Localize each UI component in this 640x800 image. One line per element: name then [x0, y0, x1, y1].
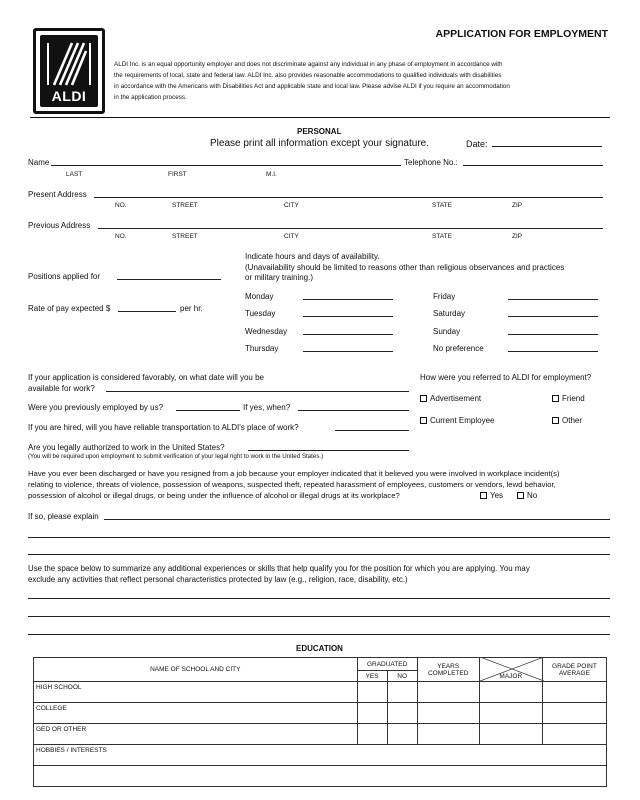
discharged-no[interactable] — [517, 491, 537, 500]
day-friday: Friday — [433, 292, 456, 301]
day-wednesday: Wednesday — [245, 327, 288, 336]
eeo-line-2: the requirements of local, state and federal law. ALDI Inc. also provides reasonable accommodations to qualified individuals with disabilities — [114, 72, 502, 79]
summary-field-3[interactable] — [28, 634, 610, 635]
referral-current-employee[interactable] — [420, 416, 494, 425]
previous-part-state: STATE — [432, 233, 452, 240]
col-gpa-label-1: GRADE POINT — [552, 662, 597, 670]
row-label-high-school: HIGH SCHOOL — [34, 682, 358, 703]
personal-heading: PERSONAL — [297, 127, 342, 136]
summary-line-1: Use the space below to summarize any additional experiences or skills that help qualify you for the position for which you are applying. You may — [28, 564, 530, 573]
date-label: Date: — [466, 139, 488, 149]
cell[interactable] — [417, 703, 479, 724]
summary-field-2[interactable] — [28, 616, 610, 617]
date-field[interactable] — [492, 146, 602, 147]
rate-field[interactable] — [118, 311, 176, 312]
rate-suffix: per hr. — [180, 304, 203, 313]
present-address-field[interactable] — [94, 197, 603, 198]
referral-other-label: Other — [562, 416, 583, 425]
present-part-zip: ZIP — [512, 202, 523, 209]
col-years-header — [417, 658, 479, 682]
availability-line-1: Indicate hours and days of availability. — [245, 252, 380, 261]
checkbox-icon — [480, 492, 487, 499]
name-part-mi: M.I. — [266, 171, 277, 178]
explain-field-1[interactable] — [104, 519, 610, 520]
authorized-field[interactable] — [248, 450, 409, 451]
availability-line-2: (Unavailability should be limited to reasons other than religious observances and practices — [245, 263, 565, 272]
previously-employed-label: Were you previously employed by us? — [28, 403, 164, 412]
referral-friend-label: Friend — [562, 394, 585, 403]
col-years-label-1: YEARS — [437, 662, 460, 670]
if-yes-when-label: If yes, when? — [243, 403, 291, 412]
explain-field-3[interactable] — [28, 554, 610, 555]
previous-part-zip: ZIP — [512, 233, 523, 240]
row-label-hobbies[interactable]: HOBBIES / INTERESTS — [34, 745, 607, 766]
present-address-label: Present Address — [28, 190, 87, 199]
name-label: Name — [28, 158, 50, 167]
table-row — [34, 745, 607, 766]
discharged-line-3: possession of alcohol or illegal drugs, or being under the influence of alcohol or illegal drugs at its workplace? — [28, 491, 400, 500]
summary-line-2: exclude any activities that reflect personal characteristics protected by law (e.g., religion, race, disability, etc.) — [28, 575, 408, 584]
referral-advertisement-label: Advertisement — [430, 394, 482, 403]
referral-other[interactable] — [552, 416, 582, 425]
header-divider — [30, 117, 610, 118]
start-date-line-2: available for work? — [28, 384, 95, 393]
previous-part-no: NO. — [115, 233, 127, 240]
authorized-label: Are you legally authorized to work in the United States? — [28, 443, 225, 452]
day-sunday: Sunday — [433, 327, 461, 336]
discharged-yes-label: Yes — [490, 491, 504, 500]
day-thursday: Thursday — [245, 344, 279, 353]
table-row — [34, 766, 607, 787]
authorized-note: (You will be required upon employment to submit verification of your legal right to work in the United States.) — [28, 453, 324, 460]
previous-part-street: STREET — [172, 233, 198, 240]
cell[interactable] — [479, 724, 542, 745]
checkbox-icon — [552, 395, 559, 402]
friday-field[interactable] — [508, 299, 598, 300]
cell[interactable] — [387, 703, 417, 724]
telephone-label: Telephone No.: — [404, 158, 458, 167]
previously-employed-field[interactable] — [176, 410, 240, 411]
no-preference-field[interactable] — [508, 351, 598, 352]
name-part-last: LAST — [66, 171, 83, 178]
cell[interactable] — [357, 703, 387, 724]
cell[interactable] — [357, 724, 387, 745]
referral-advertisement[interactable] — [420, 394, 481, 403]
discharged-line-1: Have you ever been discharged or have you resigned from a job because your employer indicated that it believed you were involved in workplace incident(s) — [28, 469, 560, 478]
telephone-field[interactable] — [463, 165, 603, 166]
cell[interactable] — [357, 682, 387, 703]
wednesday-field[interactable] — [303, 334, 393, 335]
cell[interactable] — [479, 682, 542, 703]
day-monday: Monday — [245, 292, 274, 301]
referral-current-employee-label: Current Employee — [430, 416, 495, 425]
start-date-field[interactable] — [106, 391, 409, 392]
present-part-street: STREET — [172, 202, 198, 209]
explain-field-2[interactable] — [28, 537, 610, 538]
row-label-ged: GED OR OTHER — [34, 724, 358, 745]
cell[interactable] — [417, 682, 479, 703]
cell[interactable] — [387, 724, 417, 745]
sunday-field[interactable] — [508, 334, 598, 335]
rate-label: Rate of pay expected $ — [28, 304, 111, 313]
hobbies-field[interactable] — [34, 766, 607, 787]
availability-line-3: or military training.) — [245, 273, 314, 282]
checkbox-icon — [420, 417, 427, 424]
table-row — [34, 703, 607, 724]
positions-label: Positions applied for — [28, 272, 101, 281]
if-yes-when-field[interactable] — [298, 410, 409, 411]
cell[interactable] — [387, 682, 417, 703]
col-no-header: NO — [387, 671, 417, 682]
name-part-first: FIRST — [168, 171, 187, 178]
major-header-cross — [480, 657, 544, 681]
present-part-state: STATE — [432, 202, 452, 209]
day-no-preference: No preference — [433, 344, 484, 353]
present-part-city: CITY — [284, 202, 299, 209]
eeo-line-3: in accordance with the Americans with Disabilities Act and applicable state and local law. Please advise ALDI if you require an accommodation — [114, 83, 510, 90]
previous-part-city: CITY — [284, 233, 299, 240]
eeo-line-4: in the application process. — [114, 94, 187, 101]
cell[interactable] — [479, 703, 542, 724]
col-gpa-label-2: AVERAGE — [558, 669, 590, 677]
transportation-label: If you are hired, will you have reliable transportation to ALDI's place of work? — [28, 423, 299, 432]
name-field[interactable] — [51, 165, 401, 166]
aldi-logo — [33, 28, 105, 114]
form-title: APPLICATION FOR EMPLOYMENT — [435, 28, 608, 40]
cell[interactable] — [417, 724, 479, 745]
saturday-field[interactable] — [508, 316, 598, 317]
explain-label: If so, please explain — [28, 512, 99, 521]
previous-address-field[interactable] — [98, 228, 603, 229]
discharged-line-2: relating to violence, threats of violence, possession of weapons, suspected theft, repeated harassment of employees, customers or vendors, lewd behavior, — [28, 480, 556, 489]
table-row — [34, 724, 607, 745]
summary-field-1[interactable] — [28, 598, 610, 599]
referral-friend[interactable] — [552, 394, 585, 403]
discharged-yes[interactable] — [480, 491, 503, 500]
checkbox-icon — [552, 417, 559, 424]
thursday-field[interactable] — [303, 351, 393, 352]
previous-address-label: Previous Address — [28, 221, 91, 230]
monday-field[interactable] — [303, 299, 393, 300]
discharged-no-label: No — [527, 491, 538, 500]
checkbox-icon — [420, 395, 427, 402]
cell[interactable] — [542, 724, 606, 745]
eeo-line-1: ALDI Inc. is an equal opportunity employer and does not discriminate against any individual in any phase of employment in accordance with — [114, 61, 503, 68]
positions-field[interactable] — [117, 279, 221, 280]
tuesday-field[interactable] — [303, 316, 393, 317]
row-label-college: COLLEGE — [34, 703, 358, 724]
transportation-field[interactable] — [335, 430, 409, 431]
table-row — [34, 682, 607, 703]
day-saturday: Saturday — [433, 309, 466, 318]
logo-text: ALDI — [51, 88, 87, 104]
present-part-no: NO. — [115, 202, 127, 209]
col-school-header: NAME OF SCHOOL AND CITY — [34, 658, 358, 682]
col-graduated-header: GRADUATED — [357, 658, 417, 671]
referred-label: How were you referred to ALDI for employment? — [420, 373, 592, 382]
col-gpa-header — [542, 658, 606, 682]
checkbox-icon — [517, 492, 524, 499]
day-tuesday: Tuesday — [245, 309, 276, 318]
education-heading: EDUCATION — [296, 644, 343, 653]
cell[interactable] — [542, 682, 606, 703]
col-major-header: MAJOR — [479, 658, 542, 682]
print-instruction: Please print all information except your signature. — [210, 138, 430, 149]
col-years-label-2: COMPLETED — [427, 669, 469, 677]
col-yes-header: YES — [357, 671, 387, 682]
start-date-line-1: If your application is considered favorably, on what date will you be — [28, 373, 264, 382]
cell[interactable] — [542, 703, 606, 724]
